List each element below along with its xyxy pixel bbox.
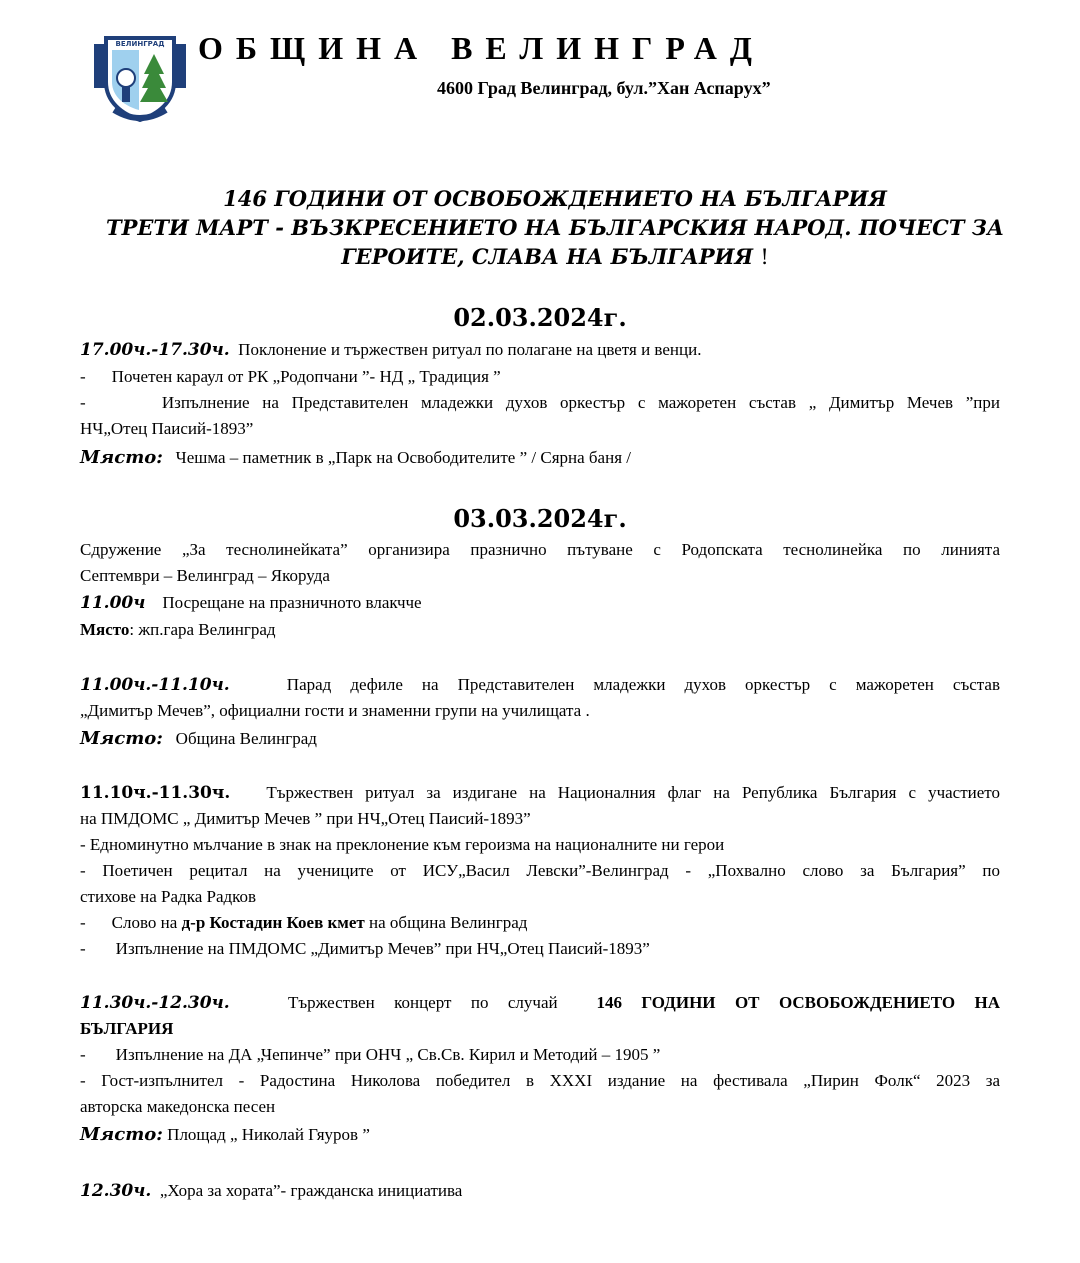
day2-event-4-place — [80, 1122, 1000, 1148]
day2-event-3-text-a: Тържествен ритуал за издигане на Националния флаг на Република България с участието — [266, 783, 1000, 802]
day2-event-3a — [80, 780, 1000, 806]
day1-place — [80, 445, 1000, 471]
day2-event-4a — [80, 990, 1000, 1016]
fountain-icon — [117, 69, 135, 87]
day1-bullet-2b: НЧ„Отец Паисий-1893” — [80, 419, 254, 438]
day1-place-text: Чешма – паметник в „Парк на Освободителите ” / Сярна баня / — [175, 448, 631, 467]
day2-event-4b: БЪЛГАРИЯ — [80, 1019, 174, 1038]
day2-date: 03.03.2024г. — [453, 504, 627, 533]
day2-event-2-time: 11.00ч.-11.10ч. — [80, 675, 230, 695]
organization-address: 4600 Град Велинград, бул.”Хан Аспарух” — [437, 78, 771, 98]
day2-event-4-bullet-2a: - Гост-изпълнител - Радостина Николова победител в XXXI издание на фестивала „Пирин Фолк“ 2023 за — [80, 1071, 1000, 1090]
day2-event-4-time: 11.30ч.-12.30ч. — [80, 993, 230, 1013]
day2-intro-b: Септември – Велинград – Якоруда — [80, 566, 330, 585]
day2-event-3-bullet-3-post: на община Велинград — [369, 913, 528, 932]
day2-event-2a — [80, 672, 1000, 698]
day2-event-1-place — [80, 617, 1000, 643]
event-headline — [80, 184, 1030, 272]
day1-event-1-text: Поклонение и тържествен ритуал по полагане на цветя и венци. — [238, 340, 702, 359]
day2-event-1-place-label: Място — [80, 620, 130, 639]
day2-event-4-bullet-1-text: Изпълнение на ДА „Чепинче” при ОНЧ „ Св.Св. Кирил и Методий – 1905 ” — [115, 1045, 661, 1064]
day2-event-3-bullet-3: - Слово на д-р Костадин Коев кмет на община Велинград — [80, 913, 528, 932]
day2-event-2-text-a: Парад дефиле на Представителен младежки духов оркестър с мажоретен състав — [286, 675, 1000, 694]
day2-event-2-place-text: Община Велинград — [175, 729, 317, 748]
day2-event-3-bullet-4: - Изпълнение на ПМДОМС „Димитър Мечев” при НЧ„Отец Паисий-1893” — [80, 939, 650, 958]
day2-event-3-bullet-2b: стихове на Радка Радков — [80, 887, 257, 906]
day2-event-2-place — [80, 726, 1000, 752]
day2-event-4-bullet-2b: авторска македонска песен — [80, 1097, 276, 1116]
headline-exclamation: ! — [760, 245, 769, 269]
day1-place-label: Място: — [80, 447, 163, 468]
day2-event-2-place-label: Място: — [80, 728, 163, 749]
day2-event-4-text-a: Тържествен концерт по случай — [287, 993, 558, 1012]
day2-event-3-time: 11.10ч.-11.30ч. — [80, 783, 231, 803]
day2-event-4-place-text: Площад „ Николай Гяуров ” — [167, 1125, 370, 1144]
municipality-crest-logo — [92, 30, 188, 122]
day2-event-3-bullet-3-pre: Слово на — [111, 913, 178, 932]
day2-event-1-place-text: : жп.гара Велинград — [129, 620, 276, 639]
day2-event-2b: „Димитър Мечев”, официални гости и знаменни групи на училищата . — [80, 701, 590, 720]
headline-line-2: ТРЕТИ МАРТ - ВЪЗКРЕСЕНИЕТО НА БЪЛГАРСКИЯ НАРОД. ПОЧЕСТ ЗА — [105, 215, 1005, 240]
day2-event-3-bullet-1: - Едноминутно мълчание в знак на преклонение към героизма на националните ни герои — [80, 835, 725, 854]
day2-event-1-text: Посрещане на празничното влакчче — [162, 593, 422, 612]
headline-line-3-text: ГЕРОИТЕ, СЛАВА НА БЪЛГАРИЯ — [341, 244, 754, 269]
day1-bullet-1-text: Почетен караул от РК „Родопчани ”- НД „ Традиция ” — [111, 367, 501, 386]
day2-event-4-place-label: Място: — [80, 1124, 163, 1145]
headline-line-1: 146 ГОДИНИ ОТ ОСВОБОЖДЕНИЕТО НА БЪЛГАРИЯ — [223, 186, 887, 211]
day2-event-3b: на ПМДОМС „ Димитър Мечев ” при НЧ„Отец Паисий-1893” — [80, 809, 531, 828]
mayor-name: д-р Костадин Коев кмет — [181, 913, 365, 932]
day2-event-5 — [80, 1178, 1000, 1204]
organization-title: ОБЩИНА ВЕЛИНГРАД — [198, 30, 765, 66]
headline-line-3 — [80, 242, 1030, 272]
crest-lettering: ВЕЛИНГРАД — [115, 40, 165, 48]
day2-event-1 — [80, 590, 1000, 616]
crest-pillar — [122, 86, 130, 102]
day1-event-1 — [80, 337, 1000, 363]
day2-event-4-bullet-1: - Изпълнение на ДА „Чепинче” при ОНЧ „ Св.Св. Кирил и Методий – 1905 ” — [80, 1045, 661, 1064]
day2-event-3-bullet-4-text: Изпълнение на ПМДОМС „Димитър Мечев” при НЧ„Отец Паисий-1893” — [115, 939, 650, 958]
day1-bullet-2a: - Изпълнение на Представителен младежки духов оркестър с мажоретен състав „ Димитър Мечев ”при — [80, 393, 1000, 412]
day2-event-1-time: 11.00ч — [80, 593, 146, 613]
day2-event-3-bullet-2a: - Поетичен рецитал на учениците от ИСУ„Васил Левски”-Велинград - „Похвално слово за България” по — [80, 861, 1000, 880]
day1-date: 02.03.2024г. — [453, 303, 627, 332]
day1-bullet-2a-text: Изпълнение на Представителен младежки духов оркестър с мажоретен състав „ Димитър Мечев ”при — [161, 393, 1000, 412]
day2-event-5-text: „Хора за хората”- гражданска инициатива — [159, 1181, 463, 1200]
day2-event-4-text-bold-a: 146 ГОДИНИ ОТ ОСВОБОЖДЕНИЕТО НА — [596, 993, 1001, 1012]
day1-bullet-1: - Почетен караул от РК „Родопчани ”- НД „ Традиция ” — [80, 367, 501, 386]
day1-event-1-time: 17.00ч.-17.30ч. — [80, 340, 230, 360]
day2-event-5-time: 12.30ч. — [80, 1181, 152, 1201]
day2-intro-a: Сдружение „За теснолинейката” организира празнично пътуване с Родопската теснолинейка по линията — [80, 540, 1000, 559]
